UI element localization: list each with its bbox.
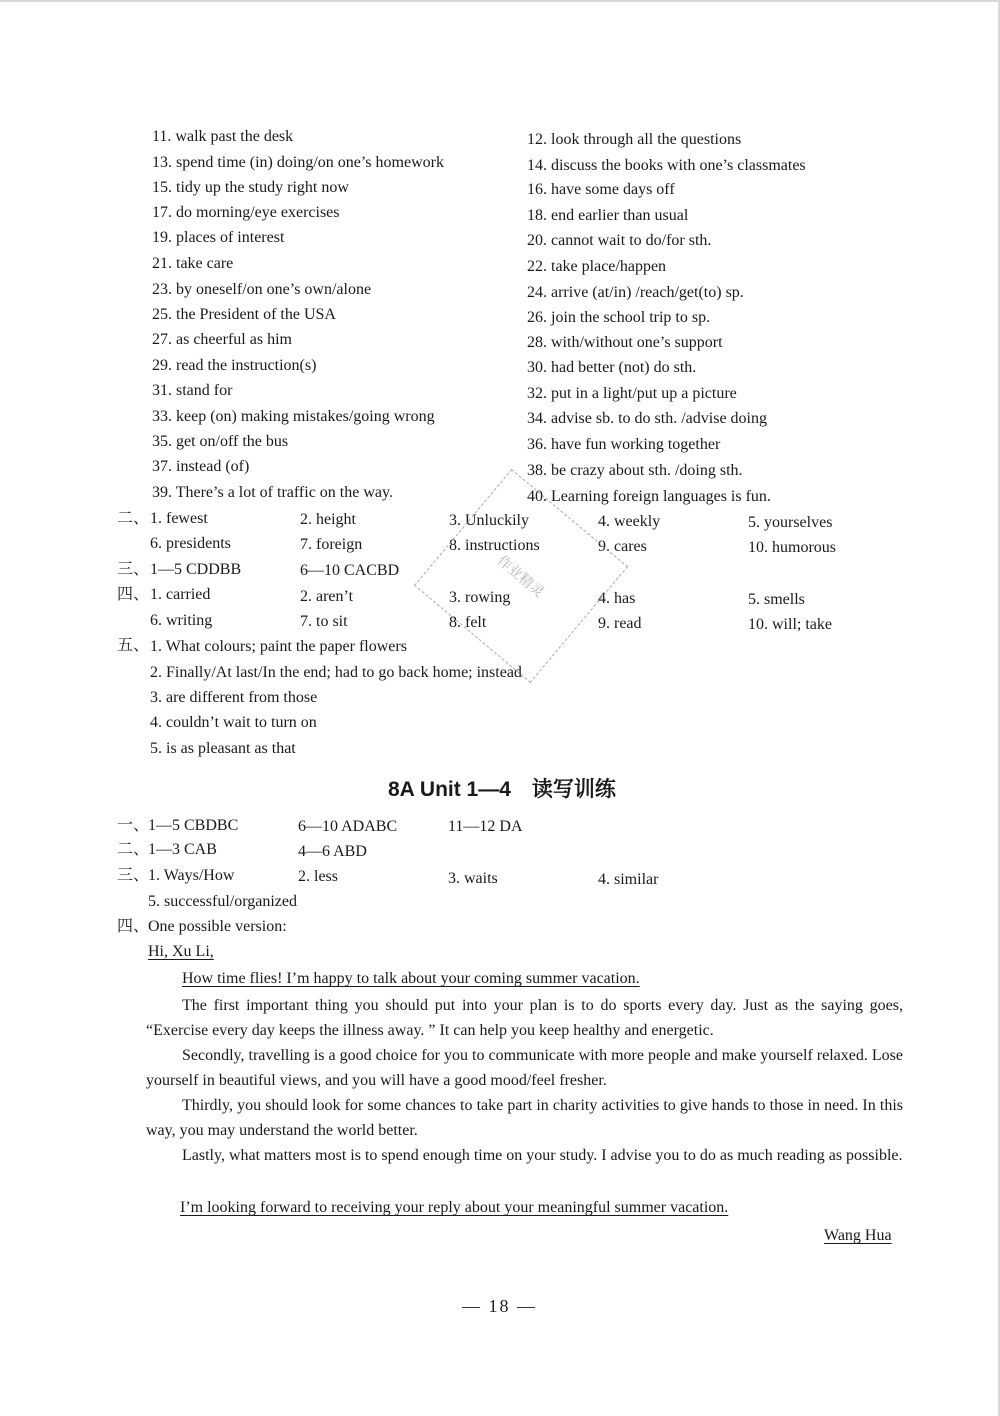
answer-item: 6—10 CACBD (300, 562, 400, 579)
answer-item: 1—5 CDDBB (150, 561, 242, 578)
list-item: 28. with/without one’s support (527, 334, 723, 351)
list-item: 17. do morning/eye exercises (152, 204, 340, 221)
answer-item: 4. has (598, 590, 636, 607)
list-item: 30. had better (not) do sth. (527, 359, 697, 376)
list-item: 23. by oneself/on one’s own/alone (152, 281, 372, 298)
answer-item: 1. Ways/How (148, 867, 235, 884)
answer-item: 4. similar (598, 871, 659, 888)
list-item: 34. advise sb. to do sth. /advise doing (527, 410, 767, 427)
list-item: 12. look through all the questions (527, 131, 742, 148)
list-item: 35. get on/off the bus (152, 433, 289, 450)
list-item: 15. tidy up the study right now (152, 179, 349, 196)
list-item: 33. keep (on) making mistakes/going wrong (152, 408, 435, 425)
answer-item: 4. couldn’t wait to turn on (150, 714, 317, 731)
answer-item: 9. cares (598, 538, 647, 555)
page-number: — 18 — (462, 1296, 537, 1316)
answer-item: 2. aren’t (300, 588, 354, 605)
list-item: 36. have fun working together (527, 436, 721, 453)
essay-paragraph: The first important thing you should put into your plan is to do sports every day. Just as the saying goes, “Exercise every day keeps the illness away. ” It can help you keep healthy and energetic. (146, 997, 903, 1039)
essay-paragraph: Lastly, what matters most is to spend enough time on your study. I advise you to do as much reading as possible. (182, 1147, 903, 1164)
list-item: 37. instead (of) (152, 458, 250, 475)
list-item: 16. have some days off (527, 181, 675, 198)
section-marker: 三、 (117, 867, 150, 884)
list-item: 24. arrive (at/in) /reach/get(to) sp. (527, 284, 744, 301)
essay-paragraph: Secondly, travelling is a good choice for you to communicate with more people and make yourself relaxed. Lose yourself in beautiful views, and you will have a good mood/feel fresher. (146, 1047, 903, 1089)
answer-item: 1. fewest (150, 510, 208, 527)
answer-item: 5. smells (748, 591, 805, 608)
section-marker: 四、 (117, 918, 150, 935)
answer-item: 9. read (598, 615, 642, 632)
answer-item: 6—10 ADABC (298, 818, 398, 835)
answer-item: 8. felt (449, 614, 487, 631)
list-item: 20. cannot wait to do/for sth. (527, 232, 712, 249)
section-marker: 二、 (117, 510, 150, 527)
essay-body (146, 993, 903, 1168)
list-item: 13. spend time (in) doing/on one’s homework (152, 154, 444, 171)
essay-paragraph: Thirdly, you should look for some chances to take part in charity activities to give hands to those in need. In this way, you may understand the world better. (146, 1097, 903, 1139)
answer-item: 11—12 DA (448, 818, 523, 835)
list-item: 26. join the school trip to sp. (527, 309, 711, 326)
answer-item: 6. writing (150, 612, 213, 629)
list-item: 21. take care (152, 255, 234, 272)
answer-item: 2. Finally/At last/In the end; had to go back home; instead (150, 664, 522, 681)
list-item: 14. discuss the books with one’s classmates (527, 157, 806, 174)
answer-item: 2. less (298, 868, 338, 885)
answer-item: 1—3 CAB (148, 841, 217, 858)
answer-item: 4—6 ABD (298, 843, 367, 860)
section-marker: 三、 (117, 561, 150, 578)
answer-item: 3. waits (448, 870, 498, 887)
answer-item: 2. height (300, 511, 356, 528)
list-item: 27. as cheerful as him (152, 331, 292, 348)
section-marker: 一、 (117, 817, 150, 834)
list-item: 18. end earlier than usual (527, 207, 689, 224)
scan-edge-top (0, 0, 1000, 2)
list-item: 32. put in a light/put up a picture (527, 385, 737, 402)
list-item: 19. places of interest (152, 229, 285, 246)
section-marker: 五、 (117, 637, 150, 654)
watermark-stamp: 作业精灵 (414, 469, 628, 683)
answer-item: 10. will; take (748, 616, 832, 633)
answer-item: 7. foreign (300, 536, 363, 553)
list-item: 38. be crazy about sth. /doing sth. (527, 462, 743, 479)
essay-signature: Wang Hua (824, 1227, 892, 1244)
essay-closing: I’m looking forward to receiving your reply about your meaningful summer vacation. (180, 1199, 729, 1216)
list-item: 31. stand for (152, 382, 233, 399)
answer-item: 3. Unluckily (449, 512, 529, 529)
answer-item: 3. are different from those (150, 689, 318, 706)
section-title: 8A Unit 1—4 读写训练 (388, 778, 616, 801)
list-item: 39. There’s a lot of traffic on the way. (152, 484, 393, 501)
answer-item: 6. presidents (150, 535, 231, 552)
answer-item: 5. yourselves (748, 514, 833, 531)
essay-salutation: Hi, Xu Li, (148, 943, 214, 960)
answer-item: 8. instructions (449, 537, 540, 554)
list-item: 25. the President of the USA (152, 306, 336, 323)
section-marker: 四、 (117, 586, 150, 603)
answer-item: 1. carried (150, 586, 211, 603)
answer-item: 5. successful/organized (148, 893, 297, 910)
answer-item: 5. is as pleasant as that (150, 740, 296, 757)
answer-item: 1—5 CBDBC (148, 817, 239, 834)
essay-opening: How time flies! I’m happy to talk about your coming summer vacation. (182, 970, 640, 987)
answer-item: 7. to sit (300, 613, 348, 630)
answer-item: 1. What colours; paint the paper flowers (150, 638, 407, 655)
answer-item: 3. rowing (449, 589, 511, 606)
list-item: 22. take place/happen (527, 258, 667, 275)
list-item: 29. read the instruction(s) (152, 357, 317, 374)
answer-item: 4. weekly (598, 513, 661, 530)
section-marker: 二、 (117, 841, 150, 858)
list-item: 11. walk past the desk (152, 128, 294, 145)
answer-item: 10. humorous (748, 539, 836, 556)
list-item: 40. Learning foreign languages is fun. (527, 488, 771, 505)
essay-intro: One possible version: (148, 918, 287, 935)
